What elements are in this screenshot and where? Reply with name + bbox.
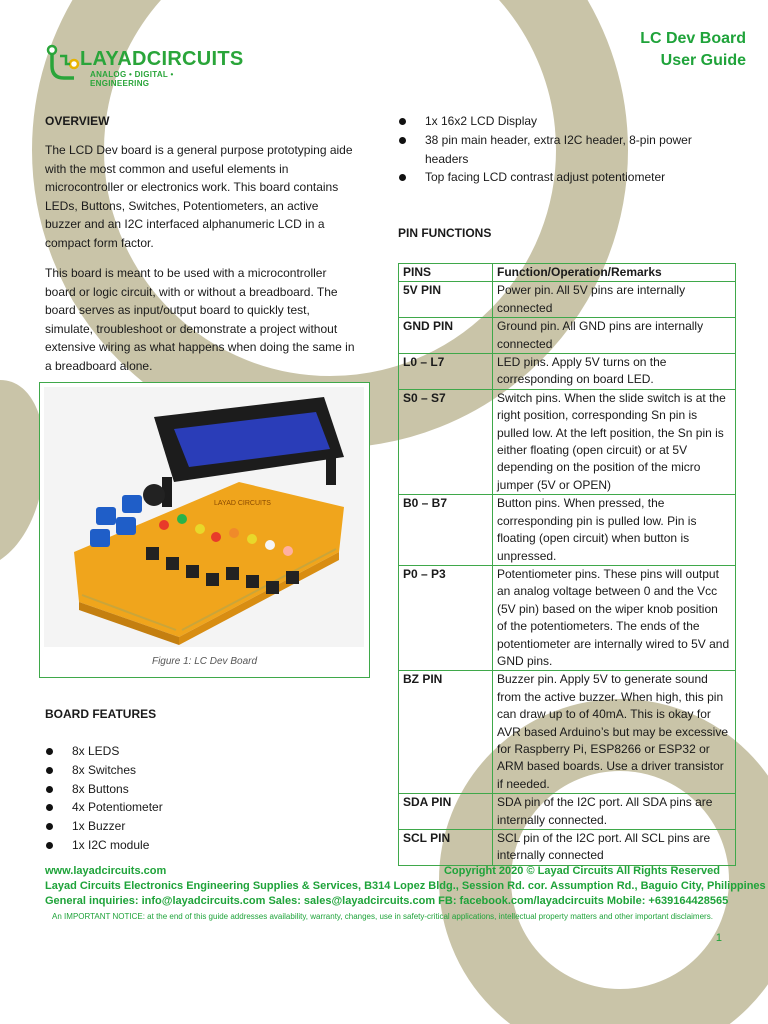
table-row (399, 565, 736, 670)
dev-board-photo (44, 387, 364, 647)
table-row (399, 389, 736, 494)
table-row (399, 495, 736, 566)
pin-description: SDA pin of the I2C port. All SDA pins are internally connected. (493, 794, 736, 830)
list-item: 8x Switches (45, 761, 345, 780)
pin-description: LED pins. Apply 5V turns on the corresponding on board LED. (493, 354, 736, 390)
document-title-line2: User Guide (660, 52, 746, 69)
list-item: 8x Buttons (45, 780, 345, 799)
figure-caption: Figure 1: LC Dev Board (151, 656, 258, 667)
table-row (399, 282, 736, 318)
list-item: 1x 16x2 LCD Display (398, 112, 718, 131)
list-item: 8x LEDS (45, 742, 345, 761)
table-row (399, 830, 736, 866)
company-address: Layad Circuits Electronics Engineering Supplies & Services, B314 Lopez Bldg., Session Rd. cor. Assumption Rd., Baguio City, Philippines (45, 880, 766, 892)
page-footer (45, 865, 766, 922)
pin-description: Ground pin. All GND pins are internally connected (493, 318, 736, 354)
figure-frame (39, 382, 370, 678)
pin-description: Button pins. When pressed, the corresponding pin is pulled low. Pin is floating (open circuit) when button is unpressed. (493, 495, 736, 566)
pin-name: BZ PIN (399, 671, 493, 794)
pin-name: SCL PIN (399, 830, 493, 866)
pin-name: L0 – L7 (399, 354, 493, 390)
features-heading: BOARD FEATURES (45, 707, 157, 721)
overview-paragraph-1: The LCD Dev board is a general purpose prototyping aide with the most common and useful elements in microcontroller or electronics work. This board contains LEDs, Buttons, Switches, Potentiometers, an active buzzer and an I2C interfaced alphanumeric LCD in a compact form factor. (45, 143, 353, 250)
table-row (399, 318, 736, 354)
list-item: 38 pin main header, extra I2C header, 8-pin power headers (398, 131, 718, 169)
overview-paragraph-2: This board is meant to be used with a microcontroller board or logic circuit, with or without a breadboard. The board serves as input/output board to quickly test, simulate, troubleshoot or demonstrate a project without extensive wiring as what happens when doing the same in a breadboard alone. (45, 266, 355, 373)
column-header-function: Function/Operation/Remarks (493, 264, 736, 282)
logo-name: LAYADCIRCUITS (80, 48, 244, 70)
pin-name: S0 – S7 (399, 389, 493, 494)
contact-info: General inquiries: info@layadcircuits.com Sales: sales@layadcircuits.com FB: facebook.com/layadcircuits Mobile: +639164428565 (45, 895, 729, 907)
list-item: 1x Buzzer (45, 817, 345, 836)
pin-name: B0 – B7 (399, 495, 493, 566)
column-header-pins: PINS (399, 264, 493, 282)
important-notice: An IMPORTANT NOTICE: at the end of this guide addresses availability, warranty, changes, use in safety-critical applications, intellectual property matters and other important disclaimers. (52, 912, 713, 921)
document-title (640, 28, 746, 72)
pin-description: SCL pin of the I2C port. All SCL pins are internally connected (493, 830, 736, 866)
features-list (45, 742, 345, 855)
document-title-line1: LC Dev Board (640, 30, 746, 47)
pin-description: Potentiometer pins. These pins will output an analog voltage between 0 and the Vcc (5V pin) based on the wiper knob position of the potentiometers. The ends of the potentiometer are internally wired to 5V and GND pins. (493, 565, 736, 670)
features-list-continued (398, 112, 718, 187)
pin-name: 5V PIN (399, 282, 493, 318)
page-number: 1 (715, 932, 722, 944)
copyright-notice: Copyright 2020 © Layad Circuits All Rights Reserved (443, 865, 720, 877)
pin-functions-table (398, 263, 736, 866)
list-item: 1x I2C module (45, 836, 345, 855)
table-row (399, 354, 736, 390)
company-logo (44, 44, 244, 88)
list-item: Top facing LCD contrast adjust potentiometer (398, 168, 718, 187)
pin-functions-heading: PIN FUNCTIONS (398, 226, 492, 240)
pin-name: P0 – P3 (399, 565, 493, 670)
logo-circuit-icon (44, 44, 84, 84)
table-row (399, 794, 736, 830)
table-row (399, 671, 736, 794)
pin-description: Switch pins. When the slide switch is at the right position, corresponding Sn pin is pulled low. At the left position, the Sn pin is either floating (open circuit) or at 5V depending on the position of the micro jumper (5V or OPEN) (493, 389, 736, 494)
logo-tagline: ANALOG • DIGITAL • ENGINEERING (90, 70, 174, 88)
pin-description: Buzzer pin. Apply 5V to generate sound from the active buzzer. When high, this pin can draw up to of 40mA. This is okay for AVR based Arduino’s but may be excessive for Raspberry Pi, ESP8266 or ESP32 or ARM based boards. Use a driver transistor if needed. (493, 671, 736, 794)
list-item: 4x Potentiometer (45, 798, 345, 817)
website-link[interactable]: www.layadcircuits.com (45, 865, 167, 877)
overview-heading: OVERVIEW (45, 114, 110, 128)
pin-name: GND PIN (399, 318, 493, 354)
board-silkscreen-label: LAYAD CIRCUITS (214, 500, 271, 507)
pin-description: Power pin. All 5V pins are internally connected (493, 282, 736, 318)
pin-name: SDA PIN (399, 794, 493, 830)
table-header-row (399, 264, 736, 282)
